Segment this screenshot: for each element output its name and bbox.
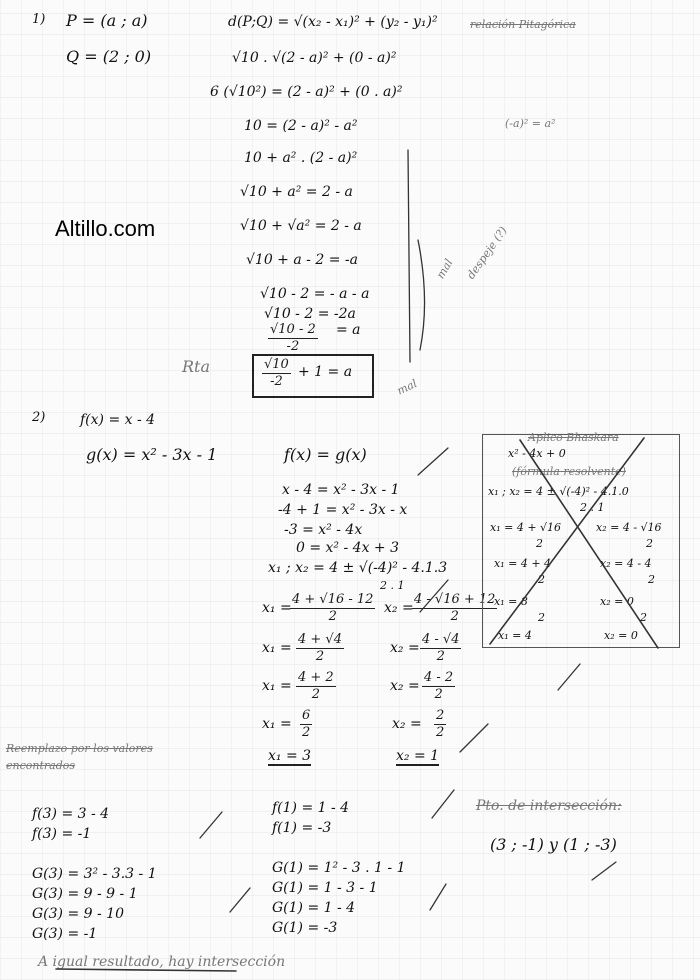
point-q-definition: Q = (2 ; 0) [66,47,152,66]
slash-1 [418,448,448,475]
crossed-step-5a: x₁ = 4 [498,629,532,642]
s8a-denominator: 2 [311,687,320,702]
problem-2-step-5-denominator: 2 . 1 [380,579,405,592]
problem-2-step-1: x - 4 = x² - 3x - 1 [282,482,400,498]
s7a-label: x₁ = [262,640,292,656]
slash-9 [558,664,580,690]
crossed-step-3b: x₂ = 4 - 4 [600,557,652,570]
f1-line-2: f(1) = -3 [272,820,332,836]
s7b-label: x₂ = [390,640,420,656]
equate-functions: f(x) = g(x) [284,445,367,464]
s9a-numerator: 6 [302,708,311,723]
s8a-label: x₁ = [262,678,292,694]
side-note-mal-2: mal [395,376,420,398]
problem-1-step-9: √10 - 2 = -2a [264,306,356,322]
slash-8 [592,862,616,880]
g1-line-1: G(1) = 1² - 3 . 1 - 1 [272,860,406,876]
footer-underline [56,969,236,971]
s8b-numerator: 4 - 2 [424,670,454,685]
crossed-step-4b-den: 2 [640,611,647,624]
cross-line-1 [490,438,644,644]
crossed-step-4a: x₁ = 8 [494,595,528,608]
watermark: Altillo.com [55,216,156,241]
problem-1-step-6: √10 + √a² = 2 - a [240,218,362,234]
root-x1: x₁ = 3 [268,748,312,764]
crossed-step-3b-den: 2 [648,573,655,586]
problem-2-step-2: -4 + 1 = x² - 3x - x [278,502,408,518]
distance-formula: d(P;Q) = √(x₂ - x₁)² + (y₂ - y₁)² [228,14,438,30]
s9a-label: x₁ = [262,716,292,732]
problem-1-step-2: 6 (√10²) = (2 - a)² + (0 . a)² [210,84,403,100]
s7b-denominator: 2 [436,649,445,664]
side-note-despeje: despeje (?) [464,224,510,282]
s6b-label: x₂ = [384,600,414,616]
g1-line-2: G(1) = 1 - 3 - 1 [272,880,378,896]
s9a-denominator: 2 [302,725,311,740]
s7b-numerator: 4 - √4 [422,632,460,647]
crossed-step-1-den: 2 . 1 [580,501,605,514]
slash-4 [432,790,454,818]
bracket-line-2 [418,240,425,350]
problem-2-number: 2) [32,410,46,425]
formula-note: relación Pitagórica [470,18,576,31]
slash-6 [230,888,250,912]
footer-conclusion: A igual resultado, hay intersección [38,954,286,970]
s8b-label: x₂ = [390,678,420,694]
problem-2-step-5: x₁ ; x₂ = 4 ± √(-4)² - 4.1.3 [268,560,448,576]
replace-header: Reemplazo por los valores encontrados [6,742,153,772]
crossed-step-2b-den: 2 [646,537,653,550]
s8b-denominator: 2 [434,687,443,702]
step-10-numerator: √10 - 2 [270,322,316,337]
f3-line-1: f(3) = 3 - 4 [32,806,110,822]
answer-numerator: √10 [264,357,289,372]
crossed-step-3a: x₁ = 4 + 4 [494,557,552,570]
crossed-step-2b: x₂ = 4 - √16 [596,521,662,534]
g1-line-4: G(1) = -3 [272,920,338,936]
crossed-step-2a: x₁ = 4 + √16 [490,521,562,534]
problem-1-step-8: √10 - 2 = - a - a [260,286,370,302]
s9b-label: x₂ = [392,716,422,732]
cross-line-2 [520,440,658,648]
problem-1-number: 1) [32,12,46,27]
problem-1-step-10-rhs: = a [336,322,361,338]
problem-1-step-4: 10 + a² . (2 - a)² [244,150,358,166]
problem-2-step-3: -3 = x² - 4x [284,522,363,538]
s8a-numerator: 4 + 2 [298,670,334,685]
crossed-step-4b: x₂ = 0 [600,595,634,608]
answer-denominator: -2 [270,374,283,389]
s9b-denominator: 2 [436,725,445,740]
problem-1-step-7: √10 + a - 2 = -a [246,252,358,268]
s6a-label: x₁ = [262,600,292,616]
f-definition: f(x) = x - 4 [80,412,156,428]
s6b-denominator: 2 [450,609,459,624]
g3-line-2: G(3) = 9 - 9 - 1 [32,886,138,902]
crossed-step-3a-den: 2 [538,573,545,586]
rta-label: Rta [182,357,211,376]
s9b-numerator: 2 [436,708,445,723]
g3-line-3: G(3) = 9 - 10 [32,906,124,922]
slash-7 [430,884,446,910]
crossed-step-2a-den: 2 [536,537,543,550]
point-p-definition: P = (a ; a) [66,11,148,30]
problem-1-step-1: √10 . √(2 - a)² + (0 - a)² [232,50,397,66]
intersection-value: (3 ; -1) y (1 ; -3) [490,835,617,854]
crossed-step-5b: x₂ = 0 [604,629,638,642]
problem-1-step-3: 10 = (2 - a)² - a² [244,118,358,134]
f3-line-2: f(3) = -1 [32,826,92,842]
s6b-numerator: 4 - √16 + 12 [414,592,496,607]
margin-note: (-a)² = a² [505,117,556,130]
s6a-numerator: 4 + √16 - 12 [292,592,374,607]
bracket-line-1 [408,150,410,362]
root-x2: x₂ = 1 [396,748,440,764]
intersection-label: Pto. de intersección: [476,798,622,814]
crossed-step-1: x₁ ; x₂ = 4 ± √(-4)² - 4.1.0 [488,485,629,498]
answer-rest: + 1 = a [298,364,353,380]
problem-2-step-4: 0 = x² - 4x + 3 [296,540,400,556]
problem-1-step-5: √10 + a² = 2 - a [240,184,353,200]
s6a-denominator: 2 [328,609,337,624]
g1-line-3: G(1) = 1 - 4 [272,900,356,916]
step-10-denominator: -2 [286,339,300,354]
crossed-header-1: Aplico Bhaskara [528,431,619,444]
f1-line-1: f(1) = 1 - 4 [272,800,350,816]
slash-2 [420,580,448,612]
crossed-header-2: x² - 4x + 0 [508,447,566,460]
g-definition: g(x) = x² - 3x - 1 [86,445,218,464]
slash-5 [460,724,488,752]
slash-3 [200,812,222,838]
side-note-mal-1: mal [433,256,456,281]
s7a-denominator: 2 [315,649,325,664]
crossed-step-4a-den: 2 [538,611,545,624]
g3-line-1: G(3) = 3² - 3.3 - 1 [32,866,157,882]
s7a-numerator: 4 + √4 [298,632,342,647]
g3-line-4: G(3) = -1 [32,926,98,942]
crossed-header-3: (fórmula resolvente) [512,465,626,478]
